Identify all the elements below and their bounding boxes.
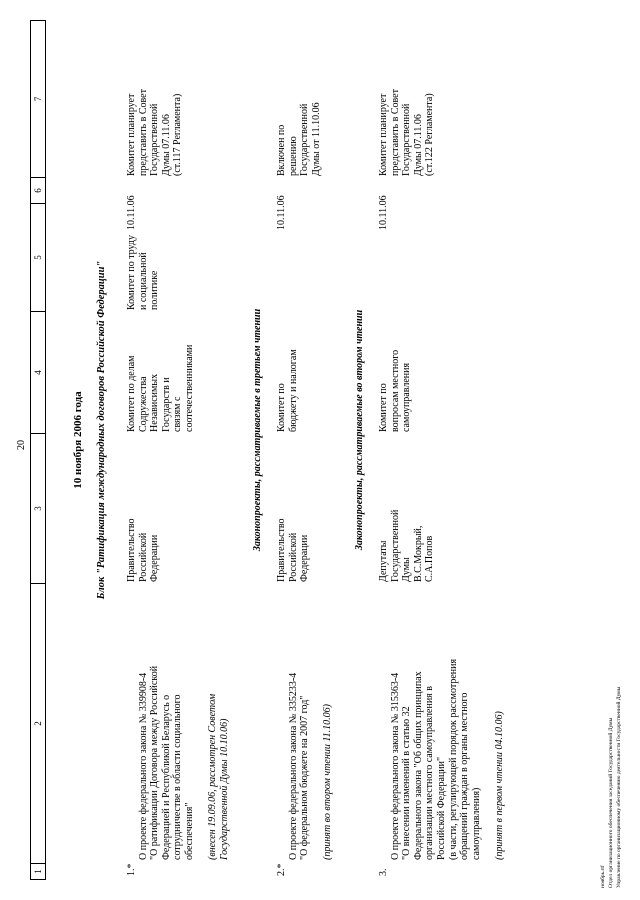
row-title — [378, 590, 506, 860]
row-note: (принят во втором чтении 11.10.06) — [322, 704, 334, 860]
header-col-2: 2 — [30, 584, 46, 864]
row-title-text: О проекте федерального закона № 315363-4 "О внесении изменений в статью 32 Федерального закона "Об общих принципах организации местного самоуправления в Российской Федерации" (в части, регулирующей порядок рассмотрения обращений граждан в органы местного самоуправления) — [389, 658, 482, 860]
row-committee: Комитет по делам Содружества Независимых Государств и связям с соотечественниками — [126, 344, 195, 432]
row-note: (принят в первом чтении 04.10.06) — [493, 711, 505, 860]
header-col-3: 3 — [30, 434, 46, 584]
row-note: (внесен 19.09.06, рассмотрен Советом Государственной Думы 10.10.06) — [207, 693, 230, 860]
row-date: 10.11.06 — [276, 195, 287, 230]
row-committee: Комитет по вопросам местного самоуправления — [378, 349, 413, 432]
row-committee: Комитет по бюджету и налогам — [276, 349, 299, 432]
row-status: Комитет планирует представить в Совет Государственной Думы 07.11.06 (ст.122 Регламента) — [378, 89, 436, 176]
header-col-7: 7 — [30, 20, 46, 178]
header-col-1: 1 — [30, 864, 46, 880]
row-co-committee: Комитет по труду и социальной политике — [126, 234, 161, 310]
row-initiator: Правительство Российской Федерации — [126, 518, 161, 582]
row-number: 1.* — [126, 863, 137, 876]
row-title — [126, 590, 230, 860]
row-title — [276, 590, 334, 860]
row-status: Включен по решению Государственной Думы от 11.10.06 — [276, 102, 322, 176]
row-initiator: Правительство Российской Федерации — [276, 518, 311, 582]
row-status: Комитет планирует представить в Совет Государственной Думы 07.11.06 (ст.117 Регламента) — [126, 89, 184, 176]
date-heading: 10 ноября 2006 года — [72, 391, 84, 489]
section-heading-second-reading: Законопроекты, рассматриваемые во втором чтении — [354, 309, 365, 551]
row-number: 2.* — [276, 863, 287, 876]
section-heading-third-reading: Законопроекты, рассматриваемые в третьем чтении — [252, 308, 263, 552]
header-col-6: 6 — [30, 178, 46, 204]
row-initiator: Депутаты Государственной Думы В.С.Мокрый, С.А.Попов — [378, 509, 436, 582]
row-title-text: О проекте федерального закона № 339908-4 "О ратификации Договора между Российской Федерацией и Республикой Беларусь о сотрудничестве в области социального обеспечения" — [137, 665, 195, 860]
row-title-text: О проекте федерального закона № 335233-4 "О федеральном бюджете на 2007 год" — [287, 672, 311, 860]
page-number: 20 — [16, 440, 27, 450]
header-col-4: 4 — [30, 312, 46, 434]
footer-filename: ноябрь.rtf — [600, 865, 606, 888]
footer-directorate: Управление по организационному обеспечению деятельности Государственной Думы — [616, 686, 622, 888]
row-date: 10.11.06 — [378, 195, 389, 230]
block-heading: Блок "Ратификация международных договоров Российской Федерации" — [96, 260, 107, 600]
row-number: 3. — [378, 868, 389, 876]
row-date: 10.11.06 — [126, 195, 137, 230]
header-col-5: 5 — [30, 204, 46, 312]
footer-department: Отдел организационного обеспечения заседаний Государственной Думы — [608, 717, 614, 888]
